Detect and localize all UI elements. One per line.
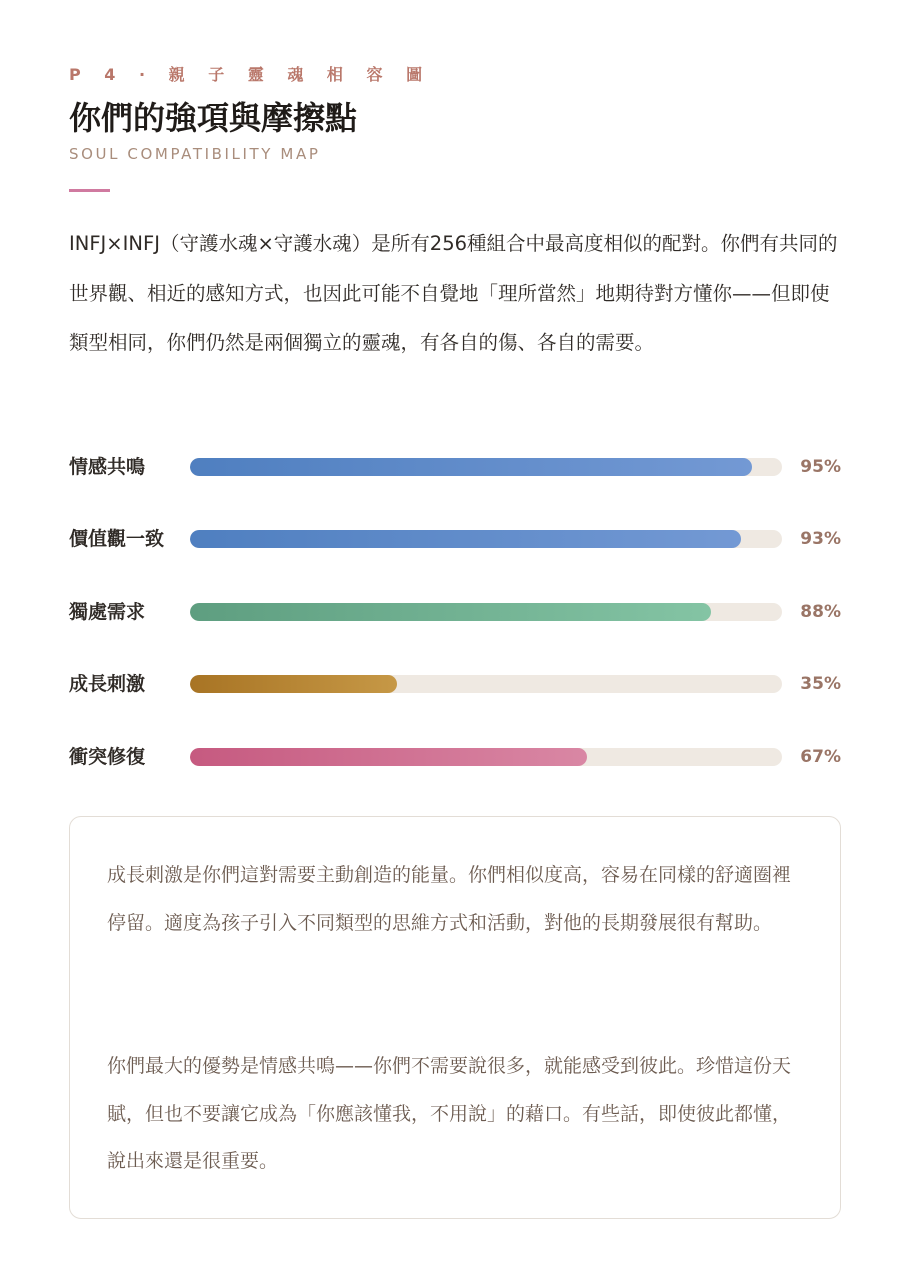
metric-value: 35%: [800, 674, 841, 695]
metric-row: [69, 448, 841, 520]
metric-value: 93%: [800, 529, 841, 550]
metric-track: [190, 675, 782, 693]
metric-track: [190, 748, 782, 766]
metric-row: [69, 738, 841, 810]
metric-fill: [190, 748, 587, 766]
metric-label: 情感共鳴: [69, 456, 146, 478]
compatibility-metrics: [69, 448, 841, 810]
metric-label: 衝突修復: [69, 745, 146, 768]
page-kicker: P 4 · 親 子 靈 魂 相 容 圖: [69, 65, 432, 84]
metric-value: 88%: [800, 601, 841, 622]
metric-value: 95%: [800, 457, 841, 477]
metric-fill: [190, 530, 741, 548]
metric-row: [69, 665, 841, 737]
page-subtitle: SOUL COMPATIBILITY MAP: [69, 145, 321, 163]
advice-card: [69, 816, 841, 1219]
metric-track: [190, 603, 782, 621]
metric-value: 67%: [800, 746, 841, 767]
advice-paragraph: 你們最大的優勢是情感共鳴——你們不需要說很多，就能感受到彼此。珍惜這份天賦，但也不要讓它成為「你應該懂我，不用說」的藉口。有些話，即使彼此都懂，說出來還是很重要。: [107, 1055, 792, 1172]
metric-label: 獨處需求: [69, 600, 146, 623]
accent-divider: [69, 189, 110, 192]
intro-paragraph: INFJ×INFJ（守護水魂×守護水魂）是所有256種組合中最高度相似的配對。你們有共同的世界觀、相近的感知方式，也因此可能不自覺地「理所當然」地期待對方懂你——但即使類型相同，你們仍然是兩個獨立的靈魂，有各自的傷、各自的需要。: [69, 232, 838, 354]
metric-label: 成長刺激: [69, 673, 146, 696]
metric-row: [69, 520, 841, 592]
metric-fill: [190, 675, 397, 693]
metric-row: [69, 593, 841, 665]
metric-label: 價值觀一致: [69, 528, 165, 551]
metric-fill: [190, 458, 752, 476]
metric-track: [190, 458, 782, 476]
metric-track: [190, 530, 782, 548]
metric-fill: [190, 603, 711, 621]
advice-paragraph: 成長刺激是你們這對需要主動創造的能量。你們相似度高，容易在同樣的舒適圈裡停留。適度為孩子引入不同類型的思維方式和活動，對他的長期發展很有幫助。: [107, 864, 792, 934]
page-title: 你們的強項與摩擦點: [69, 99, 358, 137]
